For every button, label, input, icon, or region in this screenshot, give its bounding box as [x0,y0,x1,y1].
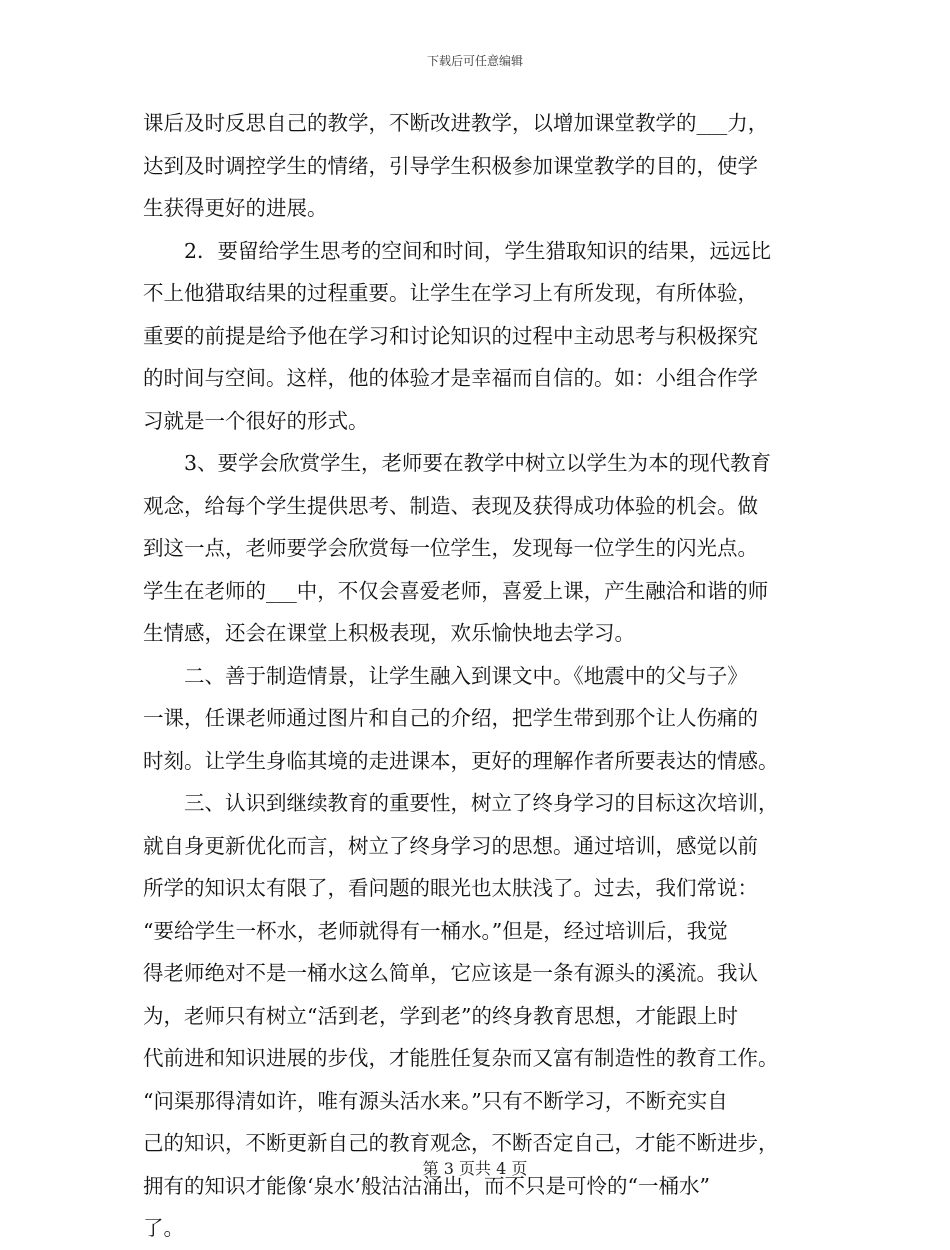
text-line: 己的知识，不断更新自己的教育观念，不断否定自己，才能不断进步， [143,1131,779,1155]
text-line: 课后及时反思自己的教学，不断改进教学，以增加课堂教学的___力， [143,111,769,135]
text-line: 所学的知识太有限了，看问题的眼光也太肤浅了。过去，我们常说： [143,876,758,900]
text-line: 生获得更好的进展。 [143,196,328,220]
text-line: “问渠那得清如许，唯有源头活水来。”只有不断学习，不断充实自 [143,1088,728,1113]
text-line: 观念，给每个学生提供思考、制造、表现及获得成功体验的机会。做 [143,493,758,518]
text-line: 的时间与空间。这样，他的体验才是幸福而自信的。如：小组合作学 [143,366,758,390]
text-line: 到这一点，老师要学会欣赏每一位学生，发现每一位学生的闪光点。 [143,536,758,560]
text-line: “要给学生一杯水，老师就得有一桶水。”但是，经过培训后，我觉 [143,918,728,943]
text-line: 不上他猎取结果的过程重要。让学生在学习上有所发现，有所体验， [143,281,758,305]
text-line: 为，老师只有树立“活到老，学到老”的终身教育思想，才能跟上时 [143,1003,738,1028]
text-line: 就自身更新优化而言，树立了终身学习的思想。通过培训，感觉以前 [143,833,758,858]
text-line: 学生在老师的___中，不仅会喜爱老师，喜爱上课，产生融洽和谐的师 [143,578,769,603]
text-line: 代前进和知识进展的步伐，才能胜任复杂而又富有制造性的教育工作。 [143,1046,779,1070]
text-line: 得老师绝对不是一桶水这么简单，它应该是一条有源头的溪流。我认 [143,961,758,985]
paragraph-start-line: 3、要学会欣赏学生，老师要在教学中树立以学生为本的现代教育 [184,451,772,475]
text-line: 拥有的知识才能像‘泉水’般沽沽涌出，而不只是可怜的“一桶水” [143,1173,710,1198]
text-line: 达到及时调控学生的情绪，引导学生积极参加课堂教学的目的，使学 [143,153,758,178]
paragraph-start-line: 二、善于制造情景，让学生融入到课文中。《地震中的父与子》 [184,663,748,688]
text-line: 重要的前提是给予他在学习和讨论知识的过程中主动思考与积极探究 [143,323,758,348]
text-line: 生情感，还会在课堂上积极表现，欢乐愉快地去学习。 [143,621,635,645]
text-line: 时刻。让学生身临其境的走进课本，更好的理解作者所要表达的情感。 [143,748,779,773]
page-footer: 第 3 页共 4 页 [422,1159,528,1178]
text-line: 一课，任课老师通过图片和自己的介绍，把学生带到那个让人伤痛的 [143,706,758,730]
text-line: 习就是一个很好的形式。 [143,408,369,433]
text-line: 了。 [143,1216,184,1240]
paragraph-start-line: 2．要留给学生思考的空间和时间，学生猎取知识的结果，远远比 [184,238,772,263]
document-body [143,102,809,1250]
paragraph-start-line: 三、认识到继续教育的重要性，树立了终身学习的目标这次培训， [184,791,779,815]
page-header: 下载后可任意编辑 [426,54,523,68]
